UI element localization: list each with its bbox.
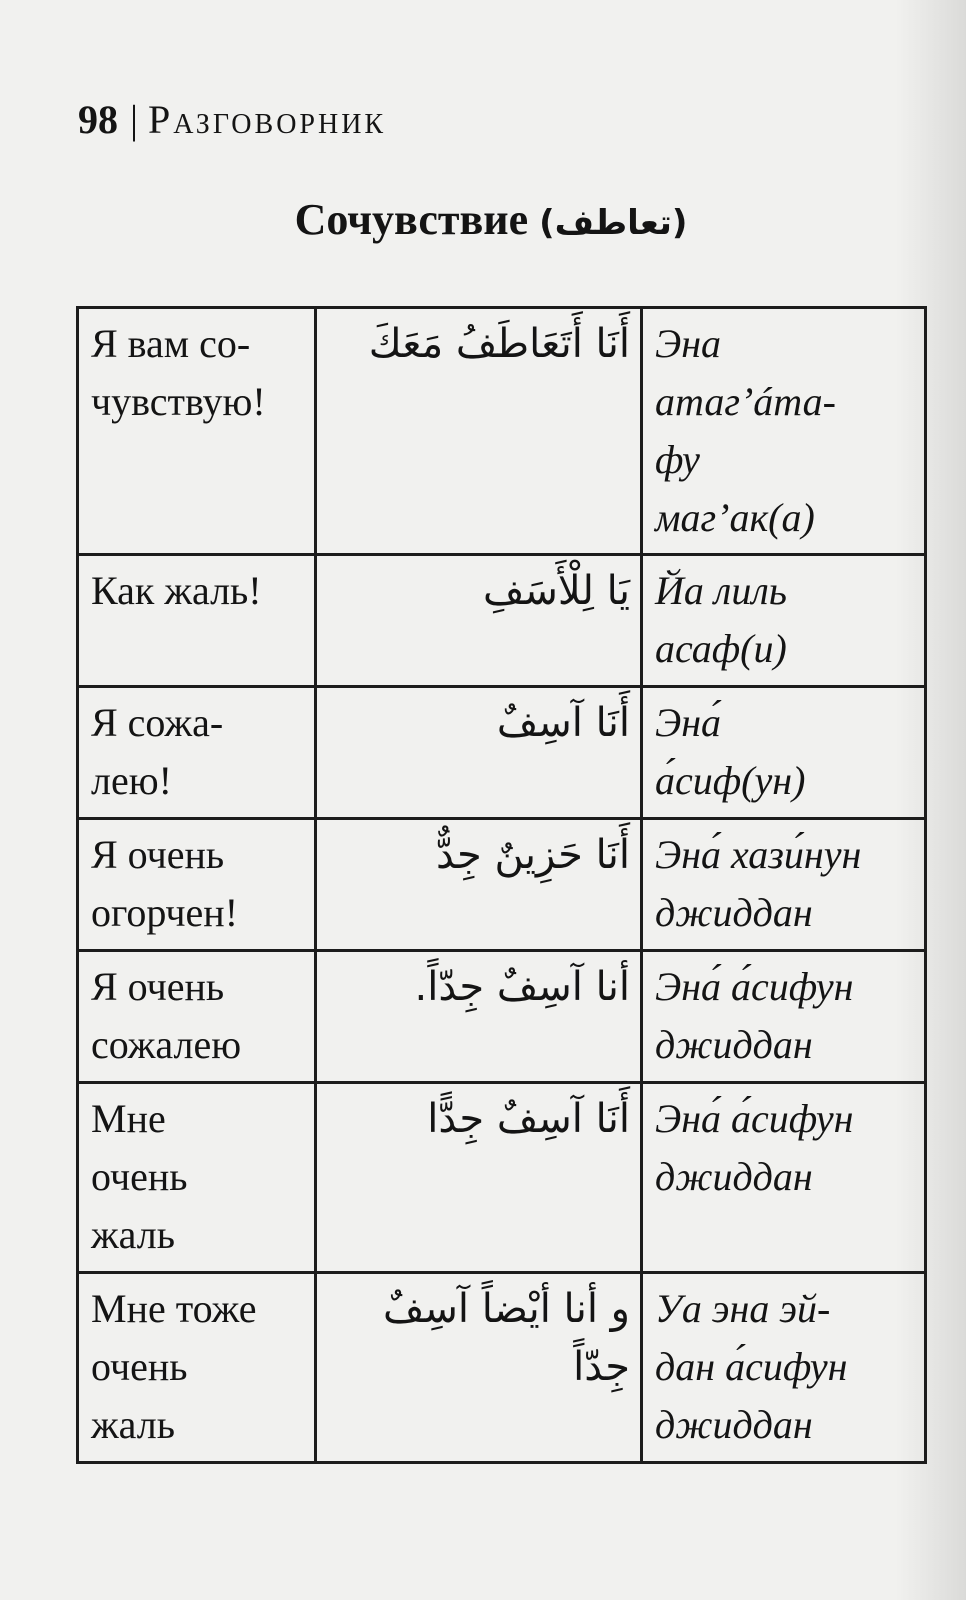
russian-phrase-cell: Я вам со- чувствую! [78, 308, 316, 555]
table-row [78, 555, 926, 687]
section-title-ar: (تعاطف) [539, 203, 688, 243]
page-number: 98 [78, 97, 118, 142]
table-row [78, 951, 926, 1083]
table-row [78, 687, 926, 819]
running-head [78, 92, 386, 148]
transliteration-cell: Эна́ а́сифун джиддан [642, 1083, 926, 1273]
russian-phrase-cell: Мне тоже очень жаль [78, 1273, 316, 1463]
arabic-phrase-cell: و أنا أيْضاً آسِفٌ جِدّاً [316, 1273, 642, 1463]
russian-phrase-cell: Я очень сожалею [78, 951, 316, 1083]
russian-phrase-cell: Как жаль! [78, 555, 316, 687]
arabic-phrase-cell: أنا آسِفٌ جِدّاً. [316, 951, 642, 1083]
table-row [78, 1083, 926, 1273]
section-title [76, 190, 906, 253]
arabic-phrase-cell: أَنَا أَتَعَاطَفُ مَعَكَ [316, 308, 642, 555]
transliteration-cell: Уа эна эй- дан а́сифун джиддан [642, 1273, 926, 1463]
table-row [78, 819, 926, 951]
transliteration-cell: Эна́ а́сифун джиддан [642, 951, 926, 1083]
transliteration-cell: Эна́ а́сиф(ун) [642, 687, 926, 819]
arabic-phrase-cell: يَا لِلْأَسَفِ [316, 555, 642, 687]
arabic-phrase-cell: أَنَا حَزِينٌ جِدٌّ [316, 819, 642, 951]
table-row [78, 308, 926, 555]
russian-phrase-cell: Я сожа- лею! [78, 687, 316, 819]
russian-phrase-cell: Мне очень жаль [78, 1083, 316, 1273]
phrase-table [76, 306, 927, 1464]
transliteration-cell: Йа лиль асаф(и) [642, 555, 926, 687]
book-title: Разговорник [148, 97, 387, 142]
table-row [78, 1273, 926, 1463]
section-title-ru: Сочувствие [294, 195, 529, 244]
arabic-phrase-cell: أَنَا آسِفٌ [316, 687, 642, 819]
header-separator: | [130, 97, 139, 142]
russian-phrase-cell: Я очень огорчен! [78, 819, 316, 951]
transliteration-cell: Эна атаг’áта- фу маг’ак(а) [642, 308, 926, 555]
arabic-phrase-cell: أَنَا آسِفٌ جِدًّا [316, 1083, 642, 1273]
transliteration-cell: Эна́ хази́нун джиддан [642, 819, 926, 951]
